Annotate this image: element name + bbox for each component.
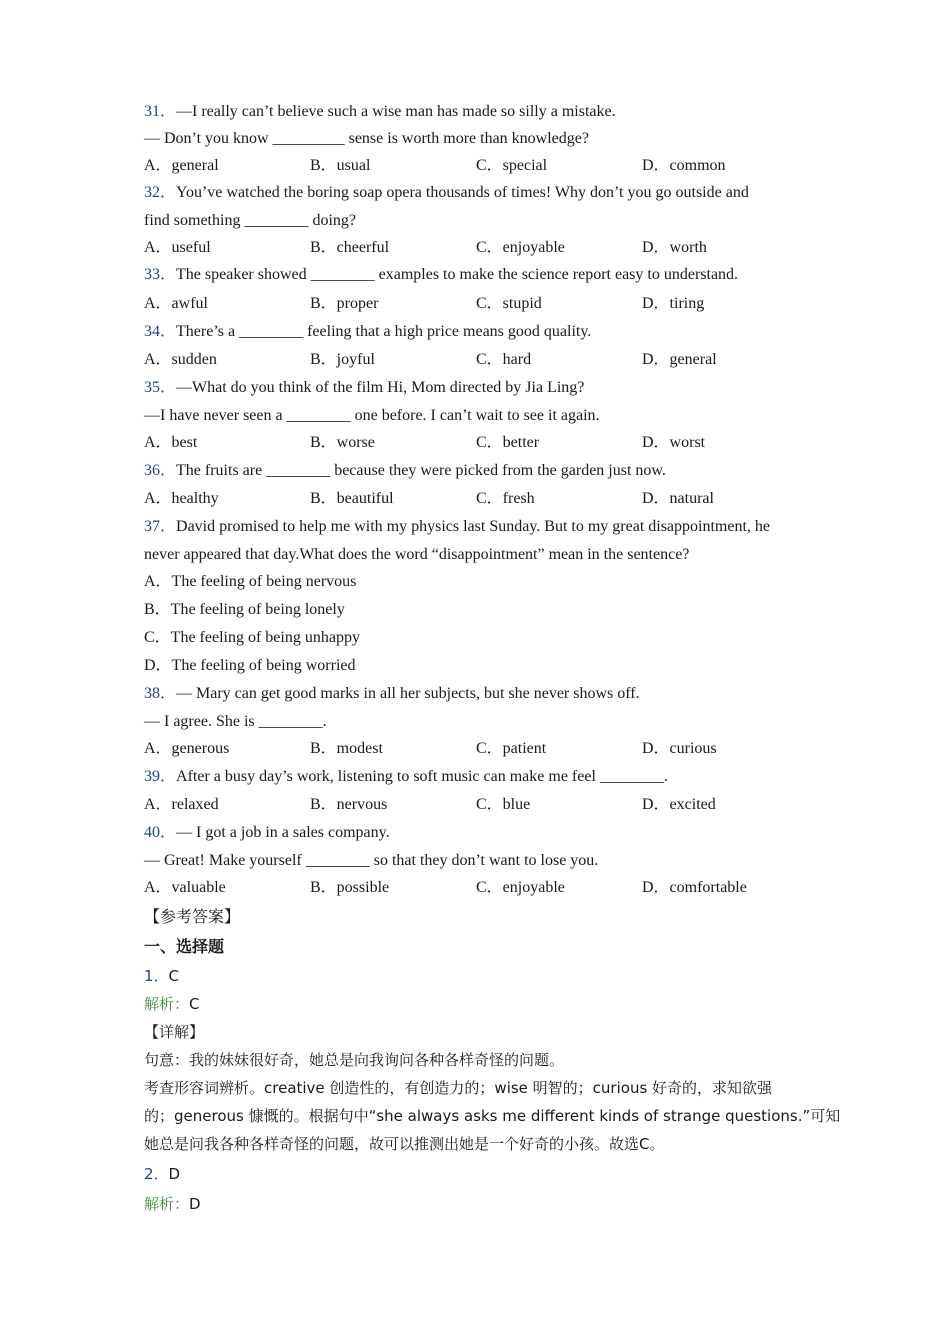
option-a: A．useful xyxy=(144,239,211,256)
option-a: A．relaxed xyxy=(144,796,219,813)
option-c: C．blue xyxy=(476,796,531,813)
option-d: D．excited xyxy=(642,796,716,813)
document-page xyxy=(144,98,841,1218)
answer-header: 【参考答案】 xyxy=(144,907,241,926)
question-39 xyxy=(144,763,824,819)
answer-number: 1． xyxy=(144,967,169,985)
option-d: D．The feeling of being worried xyxy=(144,657,356,674)
explanation-line: 句意：我的妹妹很好奇，她总是向我询问各种各样奇怪的问题。 xyxy=(144,1051,565,1069)
question-34 xyxy=(144,318,824,374)
option-b: B．usual xyxy=(310,157,371,174)
options-row xyxy=(144,152,824,179)
question-number: 31． xyxy=(144,103,177,120)
option-b: B．worse xyxy=(310,434,375,451)
detail-label: 【详解】 xyxy=(144,1023,205,1041)
question-31 xyxy=(144,98,824,179)
answer-value: C xyxy=(168,967,180,985)
analysis-value: C xyxy=(189,995,200,1013)
option-d: D．worth xyxy=(642,239,707,256)
option-c: C．The feeling of being unhappy xyxy=(144,629,360,646)
option-a: A．valuable xyxy=(144,879,226,896)
option-c: C．fresh xyxy=(476,490,535,507)
options-row xyxy=(144,791,824,819)
analysis-2 xyxy=(144,1190,824,1218)
option-d: D．tiring xyxy=(642,295,705,312)
question-number: 34． xyxy=(144,323,177,340)
option-b: B．cheerful xyxy=(310,239,390,256)
answer-value: D xyxy=(168,1165,181,1183)
question-number: 33． xyxy=(144,266,177,283)
analysis-label: 解析： xyxy=(144,1195,190,1213)
option-b: B．nervous xyxy=(310,796,388,813)
question-40 xyxy=(144,819,824,902)
option-a: A．sudden xyxy=(144,351,217,368)
answer-number: 2． xyxy=(144,1165,169,1183)
answer-2 xyxy=(144,1158,824,1190)
option-c: C．hard xyxy=(476,351,532,368)
question-number: 36． xyxy=(144,462,177,479)
option-c: C．patient xyxy=(476,740,547,757)
option-c: C．special xyxy=(476,157,548,174)
question-number: 39． xyxy=(144,768,177,785)
question-text: — I got a job in a sales company. xyxy=(176,824,390,841)
options-row xyxy=(144,289,824,318)
option-a: A．awful xyxy=(144,295,208,312)
option-a: A．The feeling of being nervous xyxy=(144,573,357,590)
question-text: — Don’t you know _________ sense is worth more than knowledge? xyxy=(144,130,589,147)
question-35 xyxy=(144,374,824,457)
option-c: C．enjoyable xyxy=(476,879,565,896)
question-text: —I really can’t believe such a wise man has made so silly a mistake. xyxy=(176,103,616,120)
question-37 xyxy=(144,513,824,680)
question-32 xyxy=(144,179,824,261)
option-b: B．possible xyxy=(310,879,390,896)
option-c: C．enjoyable xyxy=(476,239,565,256)
question-text: After a busy day’s work, listening to soft music can make me feel ________. xyxy=(176,768,668,785)
option-d: D．general xyxy=(642,351,717,368)
analysis-1 xyxy=(144,990,824,1018)
question-number: 40． xyxy=(144,824,177,841)
question-text: — I agree. She is ________. xyxy=(144,713,327,730)
answer-1 xyxy=(144,962,824,990)
question-38 xyxy=(144,680,824,763)
question-number: 38． xyxy=(144,685,177,702)
option-a: A．healthy xyxy=(144,490,219,507)
question-36 xyxy=(144,457,824,513)
section-title: 一、选择题 xyxy=(144,937,225,956)
question-text: find something ________ doing? xyxy=(144,212,356,229)
explanation-line: 考查形容词辨析。creative 创造性的，有创造力的；wise 明智的；curious 好奇的，求知欲强 xyxy=(144,1079,773,1097)
option-d: D．curious xyxy=(642,740,717,757)
question-text: never appeared that day.What does the word “disappointment” mean in the sentence? xyxy=(144,546,690,563)
option-b: B．The feeling of being lonely xyxy=(144,601,345,618)
question-text: You’ve watched the boring soap opera thousands of times! Why don’t you go outside and xyxy=(176,184,749,201)
option-b: B．joyful xyxy=(310,351,375,368)
question-text: There’s a ________ feeling that a high price means good quality. xyxy=(176,323,592,340)
option-a: A．best xyxy=(144,434,198,451)
question-text: The fruits are ________ because they were picked from the garden just now. xyxy=(176,462,666,479)
question-number: 35． xyxy=(144,379,177,396)
option-d: D．worst xyxy=(642,434,706,451)
question-text: — Great! Make yourself ________ so that they don’t want to lose you. xyxy=(144,852,599,869)
question-text: David promised to help me with my physics last Sunday. But to my great disappointment, he xyxy=(176,518,771,535)
question-number: 37． xyxy=(144,518,177,535)
option-d: D．natural xyxy=(642,490,714,507)
option-d: D．common xyxy=(642,157,726,174)
question-text: —I have never seen a ________ one before. I can’t wait to see it again. xyxy=(144,407,600,424)
options-row xyxy=(144,485,824,513)
option-b: B．beautiful xyxy=(310,490,394,507)
analysis-label: 解析： xyxy=(144,995,190,1013)
option-a: A．generous xyxy=(144,740,230,757)
option-d: D．comfortable xyxy=(642,879,747,896)
options-row xyxy=(144,429,824,457)
analysis-value: D xyxy=(189,1195,201,1213)
question-number: 32． xyxy=(144,184,177,201)
option-c: C．better xyxy=(476,434,540,451)
question-text: — Mary can get good marks in all her subjects, but she never shows off. xyxy=(176,685,640,702)
option-b: B．proper xyxy=(310,295,379,312)
explanation-line: 的；generous 慷慨的。根据句中“she always asks me different kinds of strange questions.”可知 xyxy=(144,1107,841,1125)
options-row xyxy=(144,234,824,261)
question-text: The speaker showed ________ examples to make the science report easy to understand. xyxy=(176,266,739,283)
option-c: C．stupid xyxy=(476,295,542,312)
options-row xyxy=(144,735,824,763)
answer-section xyxy=(144,902,841,1218)
option-b: B．modest xyxy=(310,740,383,757)
question-text: —What do you think of the film Hi, Mom directed by Jia Ling? xyxy=(176,379,585,396)
question-33 xyxy=(144,261,824,318)
options-row xyxy=(144,874,824,902)
options-row xyxy=(144,346,824,374)
explanation-line: 她总是问我各种各样奇怪的问题，故可以推测出她是一个好奇的小孩。故选C。 xyxy=(144,1135,665,1153)
option-a: A．general xyxy=(144,157,219,174)
